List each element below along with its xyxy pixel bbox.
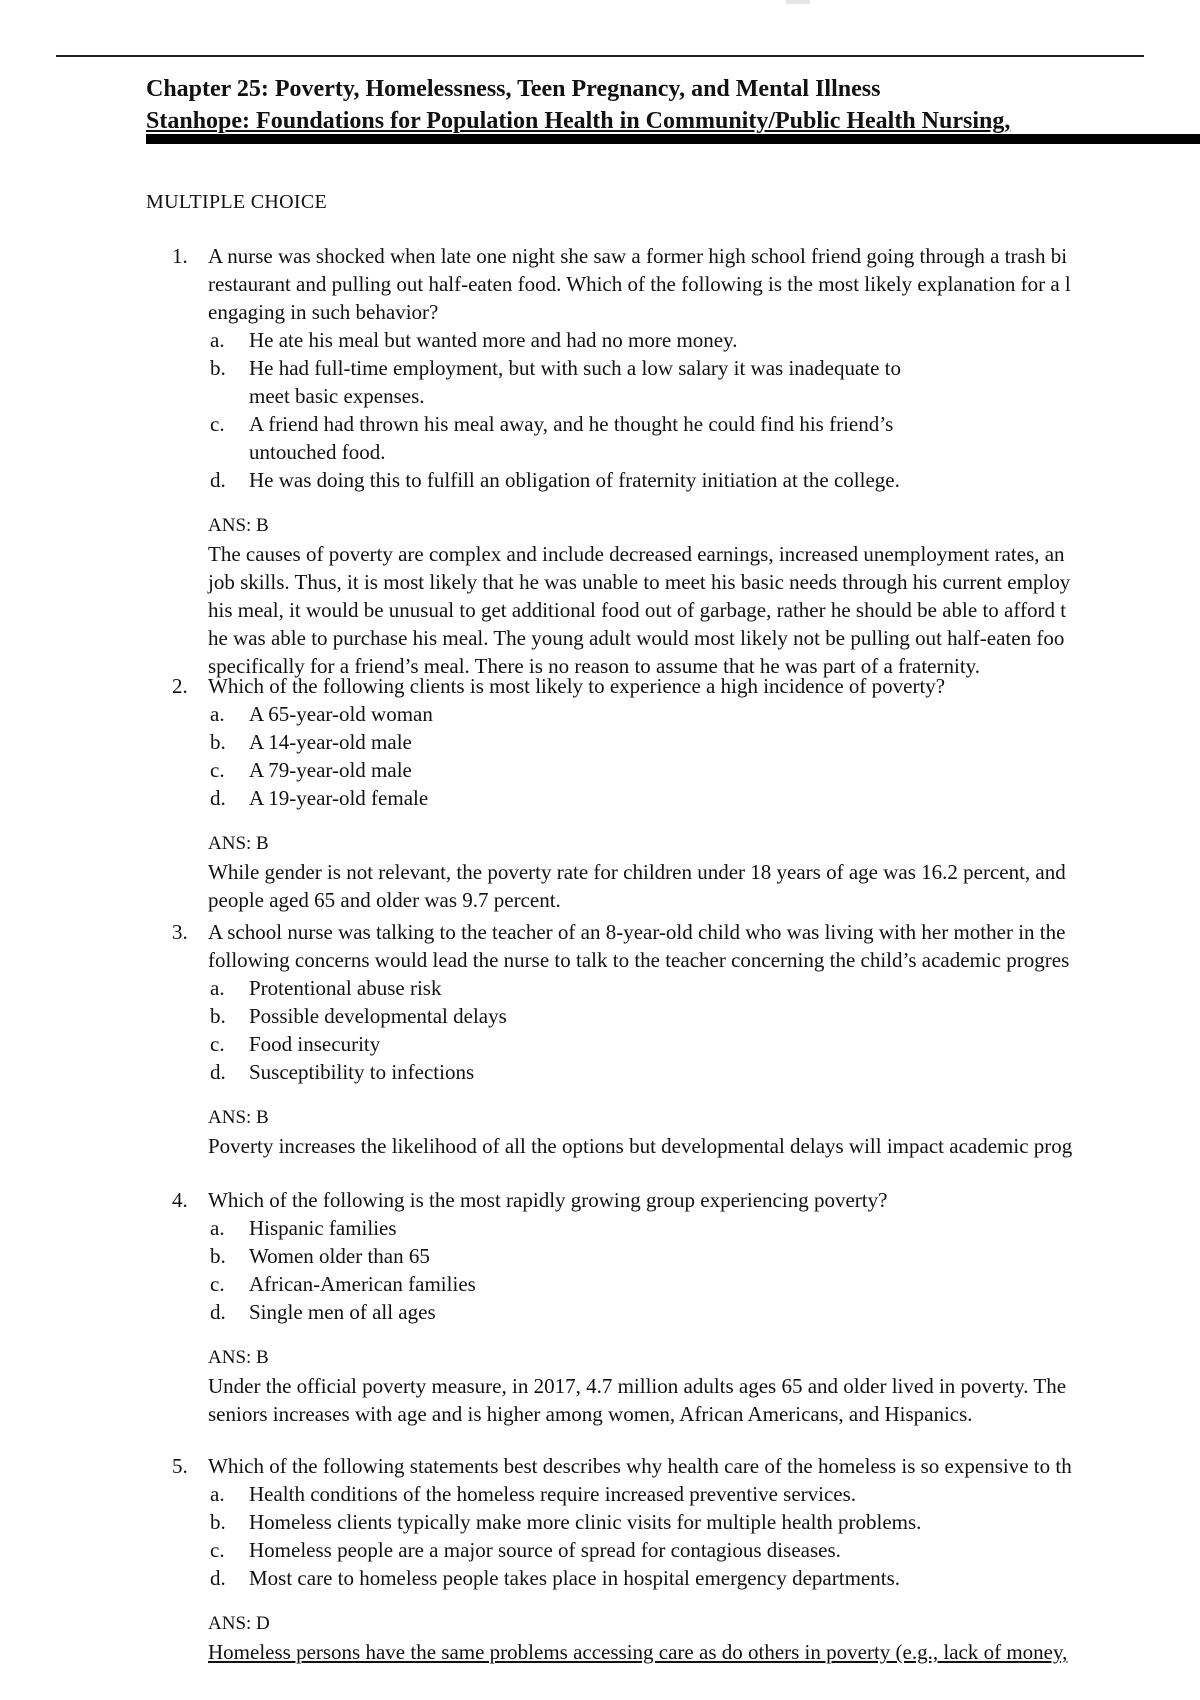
answer-option [0, 700, 1200, 728]
rationale-text: seniors increases with age and is higher among women, African Americans, and Hispanics. [208, 1402, 973, 1426]
option-text: Food insecurity [249, 1032, 381, 1056]
option-letter: c. [210, 412, 225, 436]
question-4 [0, 1186, 1200, 1428]
answer-option [0, 410, 1200, 438]
answer-option [0, 1508, 1200, 1536]
option-text: Possible developmental delays [249, 1004, 507, 1028]
option-letter: b. [210, 356, 226, 380]
answer-option [0, 756, 1200, 784]
answer-option [0, 326, 1200, 354]
answer-option [0, 1480, 1200, 1508]
question-stem-line [0, 298, 1200, 326]
rationale-text: his meal, it would be unusual to get additional food out of garbage, rather he should be able to afford t [208, 598, 1067, 622]
question-number: 2. [172, 674, 188, 698]
option-letter: d. [210, 1060, 226, 1084]
question-number: 5. [172, 1454, 188, 1478]
option-text: African-American families [249, 1272, 476, 1296]
header-divider [146, 134, 1200, 144]
answer-option [0, 1564, 1200, 1592]
question-stem-text: engaging in such behavior? [208, 300, 439, 324]
top-edge-mark [786, 0, 810, 4]
answer-key-text: ANS: B [208, 515, 269, 536]
question-stem-text: Which of the following clients is most likely to experience a high incidence of poverty? [208, 674, 946, 698]
rationale-line [0, 1638, 1200, 1666]
option-text: Hispanic families [249, 1216, 397, 1240]
rationale-line [0, 858, 1200, 886]
option-letter: a. [210, 328, 225, 352]
question-stem-text: Which of the following is the most rapidly growing group experiencing poverty? [208, 1188, 888, 1212]
top-rule [56, 55, 1144, 57]
option-letter: b. [210, 1244, 226, 1268]
question-stem-text: following concerns would lead the nurse to talk to the teacher concerning the child’s academic progres [208, 948, 1070, 972]
answer-key [0, 1344, 1200, 1372]
option-letter: d. [210, 468, 226, 492]
rationale-text: specifically for a friend’s meal. There is no reason to assume that he was part of a fraternity. [208, 654, 981, 678]
answer-option [0, 1536, 1200, 1564]
answer-key-text: ANS: B [208, 833, 269, 854]
option-text: Homeless people are a major source of spread for contagious diseases. [249, 1538, 841, 1562]
answer-option [0, 1214, 1200, 1242]
rationale-line [0, 596, 1200, 624]
question-stem-line [0, 918, 1200, 946]
answer-option [0, 382, 1200, 410]
question-stem-line [0, 1186, 1200, 1214]
question-3 [0, 918, 1200, 1160]
rationale-text: Homeless persons have the same problems accessing care as do others in poverty (e.g., lack of money, [208, 1640, 1068, 1664]
option-letter: c. [210, 1538, 225, 1562]
answer-key [0, 830, 1200, 858]
option-text: Single men of all ages [249, 1300, 436, 1324]
answer-option [0, 1058, 1200, 1086]
option-text: A 19-year-old female [249, 786, 429, 810]
option-letter: b. [210, 730, 226, 754]
option-letter: a. [210, 1216, 225, 1240]
rationale-text: While gender is not relevant, the poverty rate for children under 18 years of age was 16.2 percent, and [208, 860, 1066, 884]
answer-option [0, 466, 1200, 494]
question-stem-line [0, 1452, 1200, 1480]
rationale-line [0, 1400, 1200, 1428]
section-heading: MULTIPLE CHOICE [146, 191, 327, 213]
book-subtitle: Stanhope: Foundations for Population Health in Community/Public Health Nursing, [146, 108, 1011, 134]
question-2 [0, 672, 1200, 914]
question-stem-text: Which of the following statements best describes why health care of the homeless is so expensive to th [208, 1454, 1072, 1478]
chapter-title: Chapter 25: Poverty, Homelessness, Teen Pregnancy, and Mental Illness [146, 76, 881, 102]
option-letter: b. [210, 1004, 226, 1028]
option-text: A 14-year-old male [249, 730, 412, 754]
rationale-text: Poverty increases the likelihood of all the options but developmental delays will impact academic prog [208, 1134, 1073, 1158]
option-letter: b. [210, 1510, 226, 1534]
answer-option [0, 1242, 1200, 1270]
rationale-line [0, 568, 1200, 596]
question-1 [0, 242, 1200, 680]
option-letter: d. [210, 1566, 226, 1590]
option-text: He was doing this to fulfill an obligation of fraternity initiation at the college. [249, 468, 900, 492]
question-number: 4. [172, 1188, 188, 1212]
option-letter: d. [210, 1300, 226, 1324]
question-stem-line [0, 270, 1200, 298]
answer-option [0, 1030, 1200, 1058]
option-text: Women older than 65 [249, 1244, 430, 1268]
answer-option [0, 784, 1200, 812]
option-text: A 65-year-old woman [249, 702, 433, 726]
answer-option [0, 438, 1200, 466]
option-letter: a. [210, 1482, 225, 1506]
answer-key-text: ANS: B [208, 1107, 269, 1128]
rationale-text: job skills. Thus, it is most likely that he was unable to meet his basic needs through his current employ [208, 570, 1071, 594]
option-letter: a. [210, 976, 225, 1000]
option-text: A 79-year-old male [249, 758, 412, 782]
option-letter: c. [210, 758, 225, 782]
option-letter: c. [210, 1272, 225, 1296]
answer-key [0, 1610, 1200, 1638]
answer-option [0, 974, 1200, 1002]
rationale-line [0, 540, 1200, 568]
answer-key [0, 512, 1200, 540]
question-5 [0, 1452, 1200, 1666]
rationale-text: Under the official poverty measure, in 2017, 4.7 million adults ages 65 and older lived in poverty. The [208, 1374, 1067, 1398]
option-text: Protentional abuse risk [249, 976, 442, 1000]
question-number: 1. [172, 244, 188, 268]
option-letter: a. [210, 702, 225, 726]
question-stem-line [0, 242, 1200, 270]
question-stem-text: restaurant and pulling out half-eaten food. Which of the following is the most likely explanation for a l [208, 272, 1071, 296]
rationale-line [0, 1372, 1200, 1400]
answer-key-text: ANS: B [208, 1347, 269, 1368]
option-text: Most care to homeless people takes place in hospital emergency departments. [249, 1566, 900, 1590]
rationale-text: The causes of poverty are complex and include decreased earnings, increased unemployment rates, an [208, 542, 1065, 566]
rationale-line [0, 1132, 1200, 1160]
option-text: Susceptibility to infections [249, 1060, 475, 1084]
option-text: He ate his meal but wanted more and had no more money. [249, 328, 738, 352]
answer-option [0, 1298, 1200, 1326]
option-text: Homeless clients typically make more clinic visits for multiple health problems. [249, 1510, 922, 1534]
answer-option [0, 728, 1200, 756]
rationale-line [0, 886, 1200, 914]
answer-key [0, 1104, 1200, 1132]
rationale-line [0, 624, 1200, 652]
question-stem-line [0, 672, 1200, 700]
answer-option [0, 354, 1200, 382]
rationale-text: he was able to purchase his meal. The young adult would most likely not be pulling out half-eaten foo [208, 626, 1065, 650]
option-text: A friend had thrown his meal away, and he thought he could find his friend’s [249, 412, 894, 436]
answer-option [0, 1270, 1200, 1298]
option-letter: c. [210, 1032, 225, 1056]
option-text: meet basic expenses. [249, 384, 425, 408]
option-text: He had full-time employment, but with such a low salary it was inadequate to [249, 356, 902, 380]
answer-key-text: ANS: D [208, 1613, 270, 1634]
question-stem-text: A school nurse was talking to the teacher of an 8-year-old child who was living with her mother in the [208, 920, 1066, 944]
option-text: untouched food. [249, 440, 386, 464]
question-stem-text: A nurse was shocked when late one night she saw a former high school friend going through a trash bi [208, 244, 1068, 268]
rationale-text: people aged 65 and older was 9.7 percent. [208, 888, 561, 912]
option-text: Health conditions of the homeless require increased preventive services. [249, 1482, 857, 1506]
question-number: 3. [172, 920, 188, 944]
answer-option [0, 1002, 1200, 1030]
question-stem-line [0, 946, 1200, 974]
option-letter: d. [210, 786, 226, 810]
